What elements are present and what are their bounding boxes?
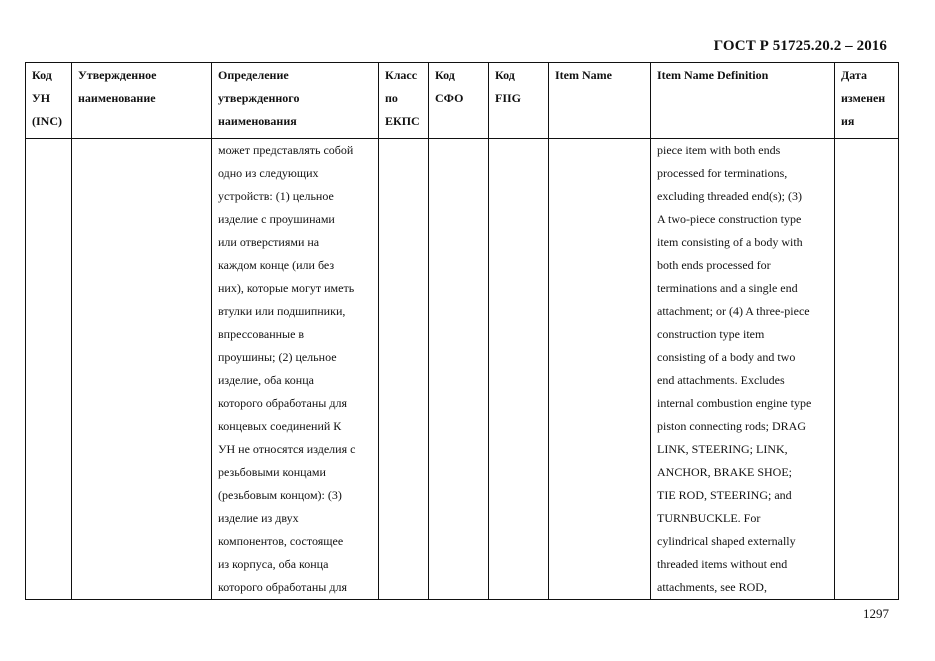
- page-number: 1297: [863, 606, 889, 621]
- cell-line: construction type item: [657, 327, 765, 341]
- cell-line: изделие с проушинами: [218, 212, 335, 226]
- cell-fiig-code: [489, 139, 549, 600]
- cell-line: ЕКПС: [385, 114, 420, 128]
- cell-line: end attachments. Excludes: [657, 373, 785, 387]
- cell-line: одно из следующих: [218, 166, 319, 180]
- cell-definition: [212, 139, 379, 600]
- cell-line: УН: [32, 91, 51, 105]
- cell-line: по: [385, 91, 398, 105]
- header-approved-name: [72, 63, 212, 139]
- header-item-name-definition: [651, 63, 835, 139]
- cell-line: TIE ROD, STEERING; and: [657, 488, 792, 502]
- cell-line: Код: [495, 68, 515, 82]
- header-sfo-code: [429, 63, 489, 139]
- cell-line: Код: [435, 68, 455, 82]
- cell-line: attachment; or (4) A three-piece: [657, 304, 810, 318]
- header-change-date: [835, 63, 899, 139]
- cell-sfo-code: [429, 139, 489, 600]
- cell-line: Утвержденное: [78, 68, 157, 82]
- cell-line: резьбовыми концами: [218, 465, 326, 479]
- cell-approved-name: [72, 139, 212, 600]
- cell-line: piston connecting rods; DRAG: [657, 419, 806, 433]
- cell-line: из корпуса, оба конца: [218, 557, 329, 571]
- cell-line: threaded items without end: [657, 557, 788, 571]
- cell-line: может представлять собой: [218, 143, 354, 157]
- cell-line: Класс: [385, 68, 418, 82]
- cell-line: consisting of a body and two: [657, 350, 796, 364]
- cell-line: Определение: [218, 68, 289, 82]
- cell-line: компонентов, состоящее: [218, 534, 344, 548]
- table-row: [26, 139, 899, 600]
- cell-line: piece item with both ends: [657, 143, 781, 157]
- cell-ekps-class: [379, 139, 429, 600]
- cell-line: TURNBUCKLE. For: [657, 511, 761, 525]
- cell-line: наименование: [78, 91, 156, 105]
- cell-line: FIIG: [495, 91, 522, 105]
- header-ekps-class: [379, 63, 429, 139]
- cell-line: УН не относятся изделия с: [218, 442, 356, 456]
- cell-line: каждом конце (или без: [218, 258, 335, 272]
- cell-line: ия: [841, 114, 855, 128]
- cell-line: впрессованные в: [218, 327, 305, 341]
- cell-line: excluding threaded end(s); (3): [657, 189, 802, 203]
- cell-line: изделие из двух: [218, 511, 299, 525]
- standard-header: ГОСТ Р 51725.20.2 – 2016: [713, 38, 887, 54]
- cell-line: изменен: [841, 91, 886, 105]
- cell-line: A two-piece construction type: [657, 212, 802, 226]
- cell-line: СФО: [435, 91, 464, 105]
- cell-line: cylindrical shaped externally: [657, 534, 796, 548]
- cell-line: изделие, оба конца: [218, 373, 314, 387]
- cell-line: Дата: [841, 68, 867, 82]
- cell-line: ANCHOR, BRAKE SHOE;: [657, 465, 793, 479]
- cell-line: (резьбовым концом): (3): [218, 488, 342, 502]
- cell-line: Код: [32, 68, 52, 82]
- header-inc-code: [26, 63, 72, 139]
- cell-line: both ends processed for: [657, 258, 771, 272]
- cell-line: item consisting of a body with: [657, 235, 803, 249]
- header-fiig-code: [489, 63, 549, 139]
- cell-change-date: [835, 139, 899, 600]
- cell-line: которого обработаны для: [218, 580, 347, 594]
- header-definition: [212, 63, 379, 139]
- cell-line: них), которые могут иметь: [218, 281, 355, 295]
- cell-line: (INC): [32, 114, 62, 128]
- cell-inc-code: [26, 139, 72, 600]
- cell-line: Item Name Definition: [657, 68, 769, 82]
- cell-line: Item Name: [555, 68, 612, 82]
- cell-line: устройств: (1) цельное: [218, 189, 334, 203]
- cell-line: втулки или подшипники,: [218, 304, 346, 318]
- cell-line: концевых соединений К: [218, 419, 342, 433]
- cell-item-name-definition: [651, 139, 835, 600]
- cell-item-name: [549, 139, 651, 600]
- cell-line: attachments, see ROD,: [657, 580, 767, 594]
- cell-line: наименования: [218, 114, 297, 128]
- cell-line: internal combustion engine type: [657, 396, 812, 410]
- cell-line: processed for terminations,: [657, 166, 788, 180]
- cell-line: LINK, STEERING; LINK,: [657, 442, 788, 456]
- table-header-row: [26, 63, 899, 139]
- cell-line: утвержденного: [218, 91, 300, 105]
- cell-line: проушины; (2) цельное: [218, 350, 337, 364]
- cell-line: которого обработаны для: [218, 396, 347, 410]
- header-item-name: [549, 63, 651, 139]
- cell-line: или отверстиями на: [218, 235, 320, 249]
- nomenclature-table: [25, 62, 899, 600]
- cell-line: terminations and a single end: [657, 281, 798, 295]
